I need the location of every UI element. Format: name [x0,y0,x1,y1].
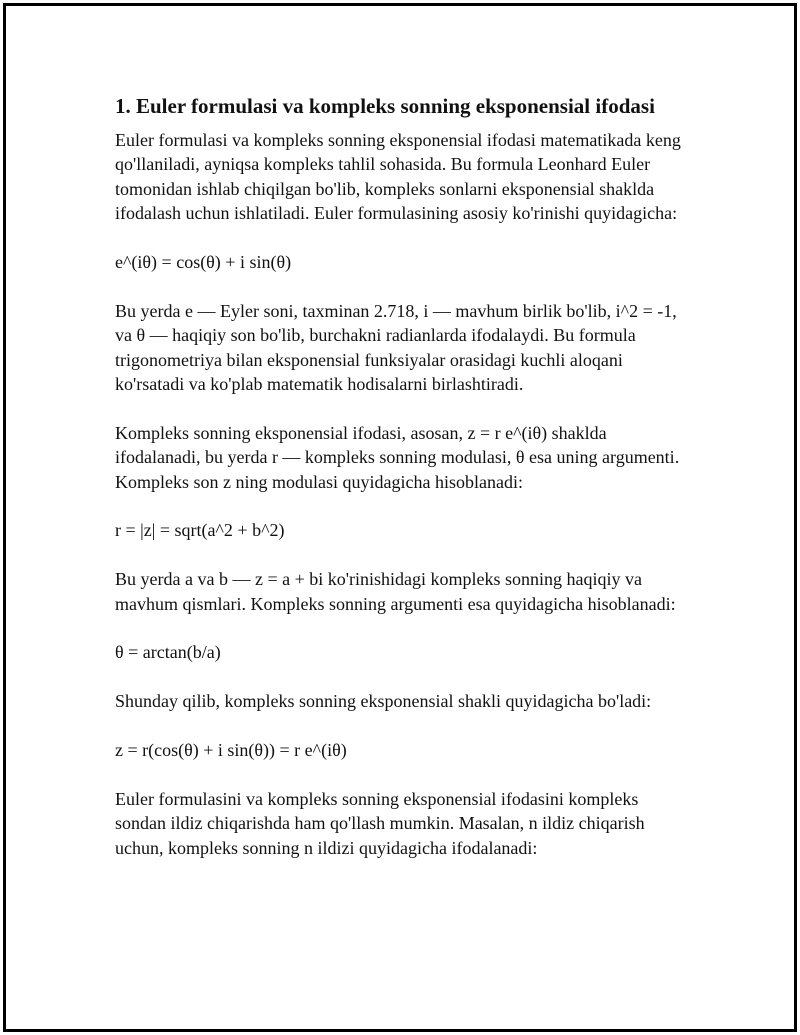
formula-polar-form: z = r(cos(θ) + i sin(θ)) = r e^(iθ) [115,740,347,761]
paragraph-roots: Euler formulasini va kompleks sonning eksponensial ifodasini kompleks sondan ildiz chiqarishda ham qo'llash mumkin. Masalan, n ildiz chiqarish uchun, kompleks sonning n ildizi quyidagicha ifodalanadi: [115,788,645,858]
paragraph-euler-explanation: Bu yerda e — Eyler soni, taxminan 2.718, i — mavhum birlik bo'lib, i^2 = -1, va θ — haqiqiy son bo'lib, burchakni radianlarda ifodalaydi. Bu formula trigonometriya bilan eksponensial funksiyalar orasidagi kuchli aloqani ko'rsatadi va ko'plab matematik hodisalarni birlashtiradi. [115,300,677,395]
document-body [115,92,685,884]
formula-euler: e^(iθ) = cos(θ) + i sin(θ) [115,252,292,273]
paragraph-intro: Euler formulasi va kompleks sonning eksponensial ifodasi matematikada keng qo'llaniladi, ayniqsa kompleks tahlil sohasida. Bu formula Leonhard Euler tomonidan ishlab chiqilgan bo'lib, kompleks sonlarni eksponensial shaklda ifodalash uchun ishlatiladi. Euler formulasining asosiy ko'rinishi quyidagicha: [115,130,681,224]
paragraph-real-imaginary-parts: Bu yerda a va b — z = a + bi ko'rinishidagi kompleks sonning haqiqiy va mavhum qismlari. Kompleks sonning argumenti esa quyidagicha hisoblanadi: [115,569,676,614]
section-heading: 1. Euler formulasi va kompleks sonning eksponensial ifodasi [115,94,655,118]
formula-argument: θ = arctan(b/a) [115,642,221,663]
paragraph-exponential-form: Kompleks sonning eksponensial ifodasi, asosan, z = r e^(iθ) shaklda ifodalanadi, bu yerda r — kompleks sonning modulasi, θ esa uning argumenti. Kompleks son z ning modulasi quyidagicha hisoblanadi: [115,422,680,492]
formula-modulus: r = |z| = sqrt(a^2 + b^2) [115,520,285,541]
paragraph-exponential-shape: Shunday qilib, kompleks sonning eksponensial shakli quyidagicha bo'ladi: [115,691,652,712]
